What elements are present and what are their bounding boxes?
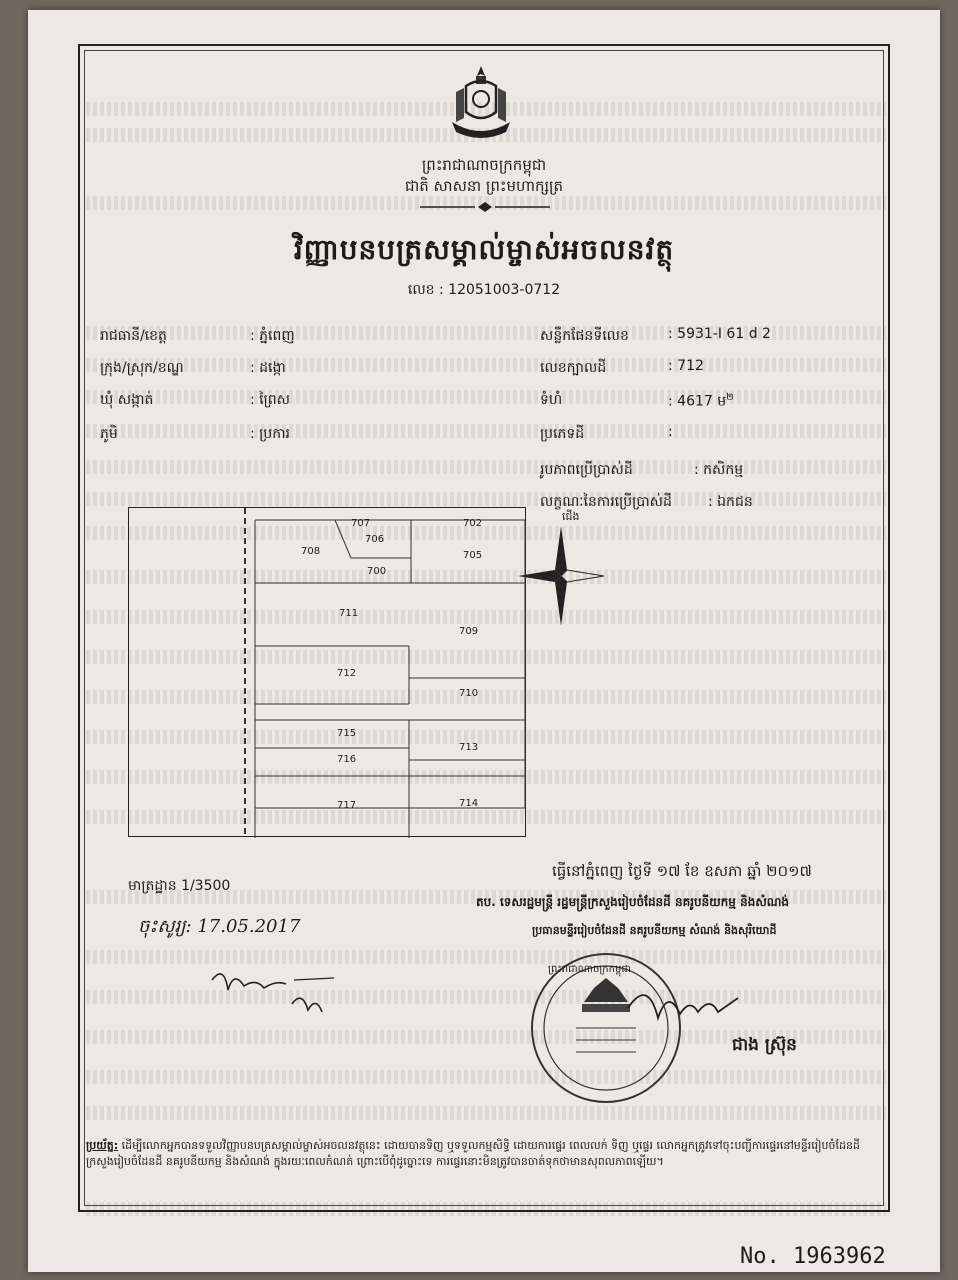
plot-713-label: 713 <box>459 742 479 753</box>
ownership-type-value: ឯកជន <box>717 494 753 510</box>
plot-700-label: 700 <box>367 566 387 577</box>
map-sheet-value: 5931-I 61 d 2 <box>677 326 771 342</box>
stamp-text: ព្រះរាជាណាចក្រកម្ពុជា <box>548 964 631 975</box>
cadastral-map <box>128 507 526 837</box>
national-motto: ជាតិ សាសនា ព្រះមហាក្សត្រ <box>404 177 564 195</box>
ownership-type-label: លក្ខណៈនៃការប្រើប្រាស់ដី <box>540 494 672 510</box>
official-signature <box>618 978 768 1038</box>
parcel-number-value: 712 <box>677 358 704 374</box>
handwritten-signature-left <box>204 960 354 1030</box>
area-value: 4617 ម <box>677 393 727 410</box>
certificate-number: 12051003-0712 <box>448 282 561 298</box>
north-arrow-icon <box>518 526 604 626</box>
map-sheet-label: សន្លឹកផែនទីលេខ <box>540 328 629 344</box>
notes-label: ប្រយ័ត្ន: <box>86 1139 119 1152</box>
notes-text: ដើម្បីលោកអ្នកបានទទួលវិញ្ញាបនបត្រសម្គាល់ម្ចាស់អចលនវត្ថុនេះ ដោយបានទិញ ឬទទួលកម្មសិទ្ធិ ដោយការផ្ទេរ ពេលលក់ ទិញ ឬផ្ទេរ លោកអ្នកត្រូវទៅចុះបញ្ជីការផ្ទេរនៅមន្ទីររៀបចំដែនដី ក្រសួងរៀបចំដែនដី នគរូបនីយកម្ម និងសំណង់ ក្នុងរយៈពេលកំណត់ ព្រោះបើពុំដូច្នោះទេ ការផ្ទេរនោះមិនត្រូវបានចាត់ទុកថាមានសុពលភាពឡើយ។ <box>86 1139 860 1168</box>
plot-717-label: 717 <box>337 800 357 811</box>
issue-date-line: ធ្វើនៅភ្នំពេញ ថ្ងៃទី ១៧ ខែ ឧសភា ឆ្នាំ ២០១៧ <box>552 862 812 880</box>
plot-706-label: 706 <box>365 534 385 545</box>
royal-coat-of-arms-icon <box>446 62 516 142</box>
plot-707-label: 707 <box>351 518 371 529</box>
certificate-number-row: លេខ : 12051003-0712 <box>407 282 561 298</box>
commune-value: ព្រៃស <box>259 392 291 408</box>
north-label: ជើង <box>562 510 580 523</box>
scale-value: 1/3500 <box>181 878 231 894</box>
plot-702-label: 702 <box>463 518 483 529</box>
district-label: ក្រុង/ស្រុក/ខណ្ឌ <box>100 360 184 376</box>
plot-715-label: 715 <box>337 728 357 739</box>
serial-number: No. 1963962 <box>740 1244 886 1269</box>
authority-subline: ប្រធានមន្ទីររៀបចំដែនដី នគរូបនីយកម្ម សំណង់ និងសុរិយោដី <box>532 924 777 937</box>
handwritten-registration-date: ចុះសូរ្យ: 17.05.2017 <box>138 916 301 937</box>
village-value: ប្រការ <box>259 426 291 442</box>
land-use-value: កសិកម្ម <box>703 462 744 478</box>
commune-label: ឃុំ សង្កាត់ <box>100 392 154 408</box>
plot-709-label: 709 <box>459 626 479 637</box>
plot-708-label: 708 <box>301 546 321 557</box>
plot-712-label: 712 <box>337 668 357 679</box>
kingdom-name: ព្រះរាជាណាចក្រកម្ពុជា <box>421 156 547 174</box>
divider-ornament-icon <box>420 200 550 214</box>
area-label: ទំហំ <box>540 392 563 408</box>
plot-714-label: 714 <box>459 798 479 809</box>
province-value: ភ្នំពេញ <box>259 328 295 344</box>
notes-section <box>86 1138 886 1170</box>
plot-710-label: 710 <box>459 688 479 699</box>
land-use-label: រូបភាពប្រើប្រាស់ដី <box>540 462 633 478</box>
document-title: វិញ្ញាបនបត្រសម្គាល់ម្ចាស់អចលនវត្ថុ <box>293 233 675 266</box>
village-label: ភូមិ <box>100 426 118 442</box>
district-value: ដង្កោ <box>259 360 286 376</box>
plot-716-label: 716 <box>337 754 357 765</box>
province-label: រាជធានី/ខេត្ត <box>100 328 167 344</box>
authority-line: តប. ទេសរដ្ឋមន្ត្រី រដ្ឋមន្ត្រីក្រសួងរៀបចំដែនដី នគរូបនីយកម្ម និងសំណង់ <box>476 895 790 909</box>
land-type-label: ប្រភេទដី <box>540 426 585 442</box>
official-name: ជាង ស្រ៊ុន <box>732 1035 797 1055</box>
parcel-number-label: លេខក្បាលដី <box>540 360 607 376</box>
certificate-number-label: លេខ <box>407 282 435 298</box>
plot-705-label: 705 <box>463 550 483 561</box>
scale-label: មាត្រដ្ឋាន <box>128 878 177 894</box>
plot-711-label: 711 <box>339 608 359 619</box>
certificate-paper: ព្រះរាជាណាចក្រកម្ពុជា ជាតិ សាសនា ព្រះមហាក្សត្រ វិញ្ញាបនបត្រសម្គាល់ម្ចាស់អចលនវត្ថុ លេខ : 12051003-0712 រាជធានី/ខេត្ត : ភ្នំពេញ ក្រុង/ស្រុក/ខណ្ឌ : ដង្កោ ឃុំ សង្កាត់ : ព្រៃស ភូមិ : ប្រការ សន្លឹកផែនទីលេខ : 5931-I 61 d 2 លេខក្បាលដី : 712 ទំហំ : 4617 ម$^២$ ប្រភេទដី : រូបភាពប្រើប្រាស់ដី : កសិកម្ម លក្ខណៈនៃការប្រើប្រាស់ដី : ឯកជន 707 706 702 708 705 700 711 709 712 710 715 713 716 717 714 ជើង មាត្រដ្ឋាន 1/3500 ចុះសូរ្យ: 17.05.2017 ធ្វើនៅភ្នំពេញ ថ្ងៃទី ១៧ ខែ ឧសភា ឆ្នាំ ២០១៧ តប. ទេសរដ្ឋមន្ត្រី រដ្ឋមន្ត្រីក្រសួងរៀបចំដែនដី នគរូបនីយកម្ម និងសំណង់ ប្រធានមន្ទីររៀបចំដែនដី នគរូបនីយកម្ម សំណង់ និងសុរិយោដី ព្រះរាជាណាចក្រកម្ពុជា ជាង ស្រ៊ុន ប្រយ័ត្ន: ដើម្បីលោកអ្នកបានទទួលវិញ្ញាបនបត្រសម្គាល់ម្ចាស់អចលនវត្ថុនេះ ដោយបានទិញ ឬទទួលកម្មសិទ្ធិ ដោយការផ្ទេរ ពេលលក់ ទិញ ឬផ្ទេរ លោកអ្នកត្រូវទៅចុះបញ្ជីការផ្ទេរនៅមន្ទីររៀបចំដែនដី ក្រសួងរៀបចំដែនដី នគរូបនីយកម្ម និងសំណង់ ក្នុងរយៈពេលកំណត់ ព្រោះបើពុំដូច្នោះទេ ការផ្ទេរនោះមិនត្រូវបានចាត់ទុកថាមានសុពលភាពឡើយ។ No. 1963962 <box>28 10 940 1272</box>
